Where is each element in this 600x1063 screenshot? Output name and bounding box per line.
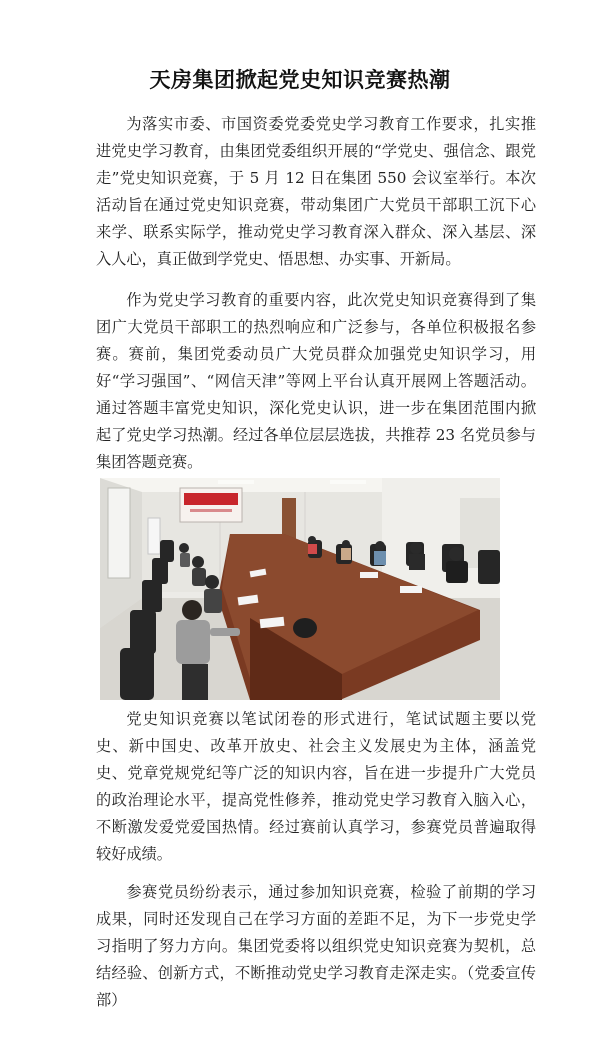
meeting-room-illustration: [100, 478, 500, 700]
screen-banner: [184, 493, 238, 505]
article-paragraph-1: 为落实市委、市国资委党委党史学习教育工作要求，扎实推进党史学习教育，由集团党委组织开展的“学党史、强信念、跟党走”党史知识竞赛，于 5 月 12 日在集团 550 会议室举行。本次活动旨在通过党史知识竞赛，带动集团广大党员干部职工沉下心来学、联系实际学，推动党史学习教育深入群众、深入基层、深入人心，真正做到学党史、悟思想、办实事、开新局。: [96, 115, 536, 268]
article-paragraph-3: 党史知识竞赛以笔试闭卷的形式进行，笔试试题主要以党史、新中国史、改革开放史、社会主义发展史为主体，涵盖党史、党章党规党纪等广泛的知识内容，旨在进一步提升广大党员的政治理论水平，提高党性修养，推动党史学习教育入脑入心，不断激发爱党爱国热情。经过赛前认真学习，参赛党员普遍取得较好成绩。: [96, 710, 536, 863]
office-chair: [120, 648, 154, 700]
article-paragraph-2: 作为党史学习教育的重要内容，此次党史知识竞赛得到了集团广大党员干部职工的热烈响应和广泛参与，各单位积极报名参赛。赛前，集团党委动员广大党员群众加强党史知识学习，用好“学习强国”、“网信天津”等网上平台认真开展网上答题活动。通过答题丰富党史知识，深化党史认识，进一步在集团范围内掀起了党史学习热潮。经过各单位层层选拔，共推荐 23 名党员参与集团答题竞赛。: [96, 291, 536, 471]
article-paragraph-4: 参赛党员纷纷表示，通过参加知识竞赛，检验了前期的学习成果，同时还发现自己在学习方面的差距不足，为下一步党史学习指明了努力方向。集团党委将以组织党史知识竞赛为契机，总结经验、创新方式，不断推动党史学习教育走深走实。（党委宣传部）: [96, 883, 536, 1009]
article-title: 天房集团掀起党史知识竞赛热潮: [149, 67, 451, 93]
event-photo: [100, 478, 500, 700]
participant-foreground: [182, 600, 202, 620]
